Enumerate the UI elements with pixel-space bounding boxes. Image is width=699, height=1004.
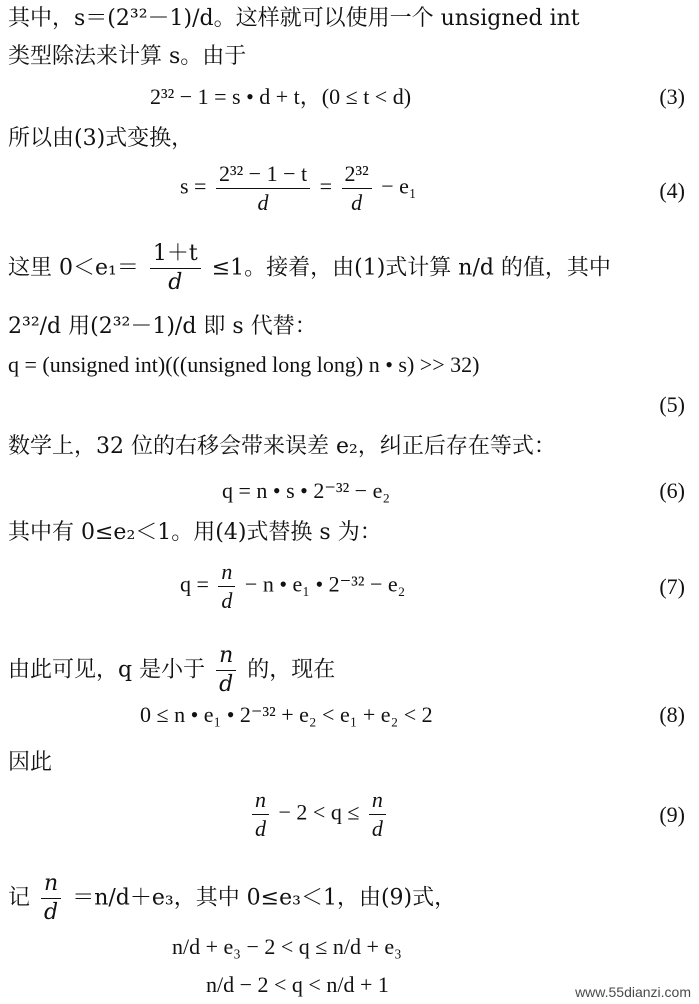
inline-fraction-n-over-d: [216, 642, 236, 699]
line-10-start: 记: [8, 885, 31, 911]
text-line-9: 因此: [8, 750, 53, 775]
equation-9: [248, 786, 390, 843]
equation-number-3: (3): [659, 84, 685, 109]
eq7-fraction-denominator: d: [221, 588, 233, 613]
text-line-8: [8, 642, 335, 699]
eq7-lhs: q =: [180, 571, 209, 597]
equation-4: [180, 160, 417, 217]
inline-fraction-n-over-d-2-denominator: d: [44, 900, 59, 925]
eq4-fraction-1: [216, 160, 310, 217]
equation-number-5: (5): [659, 392, 685, 417]
equation-number-6: (6): [659, 478, 685, 503]
eq4-fraction-2: [342, 160, 372, 217]
equation-7: [180, 558, 405, 615]
eq7-fraction: [218, 558, 235, 615]
line-8-start: 由此可见，q 是小于: [8, 657, 206, 683]
equation-3: 2³² − 1 = s • d + t，(0 ≤ t < d): [150, 84, 412, 109]
watermark-text: www.55dianzi.com: [575, 984, 691, 1000]
eq4-equals: =: [319, 173, 333, 199]
equation-final-1: n/d + e₃ − 2 < q ≤ n/d + e₃: [172, 934, 402, 959]
line-4-start: 这里 0＜e₁＝: [8, 255, 139, 281]
inline-fraction-e1-numerator: 1＋t: [150, 240, 201, 269]
eq4-fraction-1-numerator: 2³² − 1 − t: [216, 160, 310, 189]
text-line-1: 其中，s＝(2³²－1)/d。这样就可以使用一个 unsigned int: [8, 6, 580, 31]
eq4-lhs: s =: [180, 173, 207, 199]
inline-fraction-n-over-d-2-numerator: n: [41, 870, 61, 899]
inline-fraction-e1-denominator: d: [168, 270, 183, 295]
eq7-fraction-numerator: n: [218, 558, 235, 587]
inline-fraction-n-over-d-numerator: n: [216, 642, 236, 671]
eq9-fraction-right-denominator: d: [371, 816, 383, 841]
text-line-6: 数学上，32 位的右移会带来误差 e₂，纠正后存在等式：: [8, 434, 556, 459]
line-4-end: ≤1。接着，由(1)式计算 n/d 的值，其中: [211, 255, 611, 281]
eq9-fraction-left-numerator: n: [252, 786, 269, 815]
equation-number-7: (7): [659, 574, 685, 599]
eq9-middle: − 2 < q ≤: [278, 799, 360, 825]
eq9-fraction-left: [252, 786, 269, 843]
inline-fraction-e1: [150, 240, 201, 297]
eq4-fraction-1-denominator: d: [257, 190, 269, 215]
inline-fraction-n-over-d-denominator: d: [219, 672, 234, 697]
eq7-tail: − n • e₁ • 2⁻³² − e₂: [244, 571, 406, 597]
equation-number-8: (8): [659, 702, 685, 727]
eq9-fraction-right-numerator: n: [369, 786, 386, 815]
equation-number-9: (9): [659, 802, 685, 827]
line-10-end: ＝n/d＋e₃，其中 0≤e₃＜1，由(9)式，: [72, 885, 457, 911]
eq4-fraction-2-denominator: d: [351, 190, 363, 215]
equation-5: q = (unsigned int)(((unsigned long long) n • s) >> 32): [8, 352, 480, 377]
text-line-7: 其中有 0≤e₂＜1。用(4)式替换 s 为：: [8, 520, 382, 545]
text-line-5: 2³²/d 用(2³²－1)/d 即 s 代替：: [8, 314, 317, 339]
equation-6: q = n • s • 2⁻³² − e₂: [222, 478, 391, 503]
line-8-end: 的，现在: [247, 657, 336, 683]
equation-8: 0 ≤ n • e₁ • 2⁻³² + e₂ < e₁ + e₂ < 2: [140, 702, 433, 727]
inline-fraction-n-over-d-2: [41, 870, 61, 927]
text-line-4: [8, 240, 611, 297]
eq4-tail: − e₁: [381, 173, 417, 199]
text-line-3: 所以由(3)式变换，: [8, 126, 194, 151]
eq9-fraction-left-denominator: d: [255, 816, 266, 841]
text-line-10: [8, 870, 456, 927]
text-line-2: 类型除法来计算 s。由于: [8, 44, 247, 69]
eq4-fraction-2-numerator: 2³²: [342, 160, 372, 189]
equation-number-4: (4): [659, 178, 685, 203]
equation-final-2: n/d − 2 < q < n/d + 1: [206, 972, 389, 997]
eq9-fraction-right: [369, 786, 386, 843]
